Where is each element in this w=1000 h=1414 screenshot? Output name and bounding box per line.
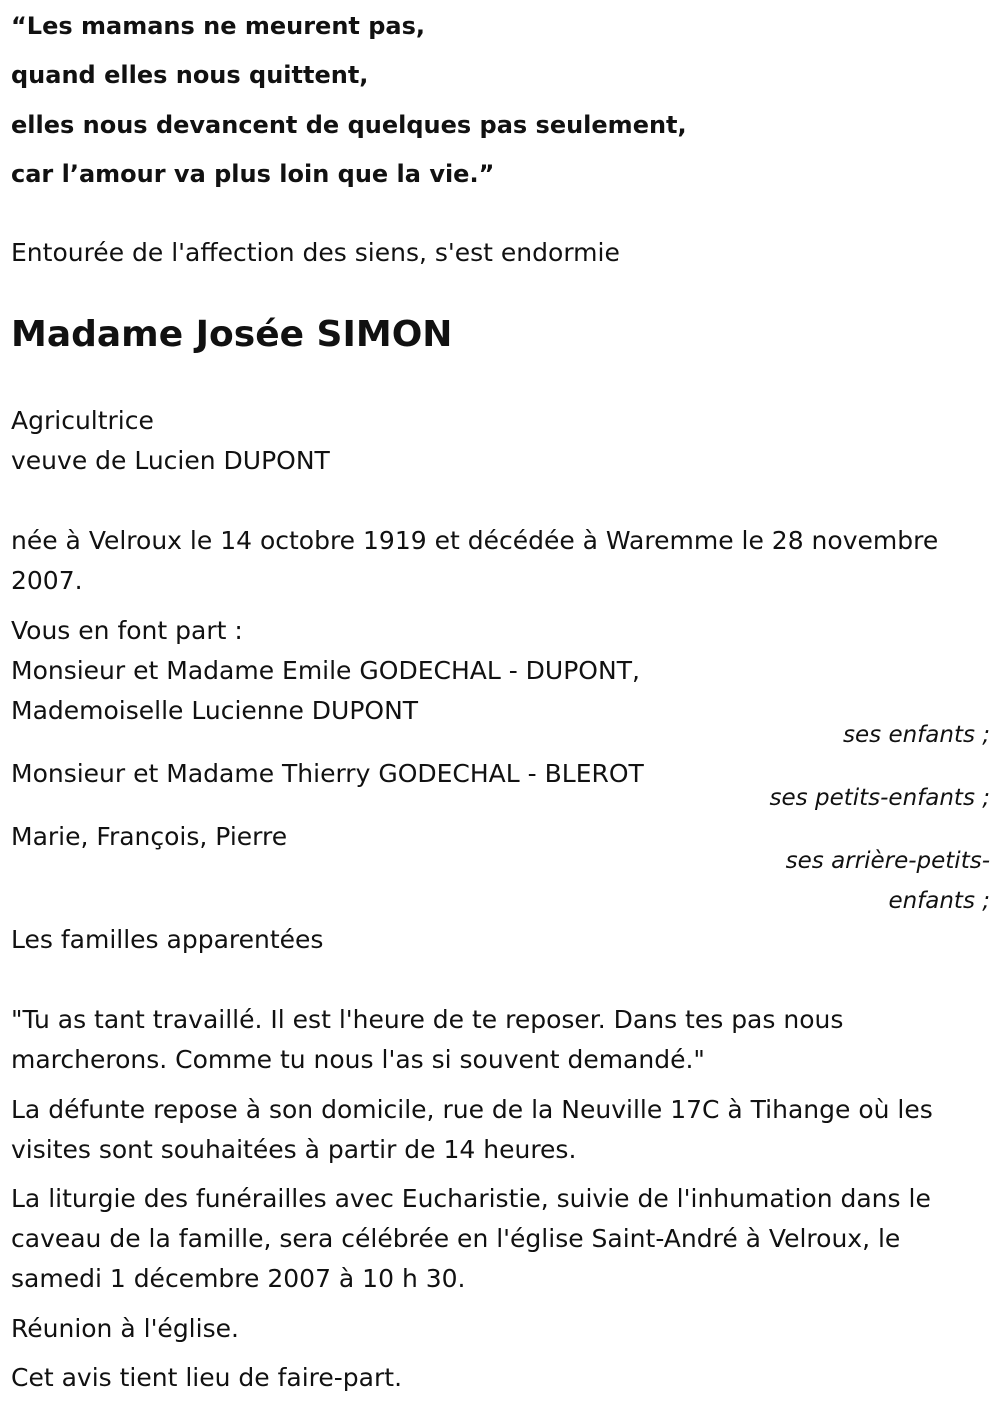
poem-line-2: quand elles nous quittent, bbox=[11, 61, 369, 89]
liturgy-line-2: caveau de la famille, sera célébrée en l'église Saint-André à Velroux, le bbox=[11, 1224, 901, 1253]
relation-grandchildren: ses petits-enfants ; bbox=[769, 785, 990, 811]
profession: Agricultrice bbox=[11, 406, 154, 435]
quote-line-1: "Tu as tant travaillé. Il est l'heure de te reposer. Dans tes pas nous bbox=[11, 1005, 844, 1034]
poem-line-4: car l’amour va plus loin que la vie.” bbox=[11, 160, 495, 188]
visits-line-2: visites sont souhaitées à partir de 14 heures. bbox=[11, 1135, 577, 1164]
relation-children: ses enfants ; bbox=[843, 722, 990, 748]
liturgy-line-3: samedi 1 décembre 2007 à 10 h 30. bbox=[11, 1264, 466, 1293]
family-name-line: Marie, François, Pierre bbox=[11, 822, 288, 851]
announcement-lead: Vous en font part : bbox=[11, 616, 243, 645]
deceased-name: Madame Josée SIMON bbox=[11, 314, 453, 355]
visits-line-1: La défunte repose à son domicile, rue de la Neuville 17C à Tihange où les bbox=[11, 1095, 933, 1124]
birth-death-line-2: 2007. bbox=[11, 566, 83, 595]
poem-line-1: “Les mamans ne meurent pas, bbox=[11, 12, 426, 40]
poem-line-3: elles nous devancent de quelques pas seulement, bbox=[11, 111, 687, 139]
meeting-text: Réunion à l'église. bbox=[11, 1314, 239, 1343]
quote-line-2: marcherons. Comme tu nous l'as si souvent demandé." bbox=[11, 1045, 705, 1074]
related-families: Les familles apparentées bbox=[11, 925, 324, 954]
relation-great-grandchildren-line-2: enfants ; bbox=[888, 888, 990, 914]
family-name-line: Mademoiselle Lucienne DUPONT bbox=[11, 696, 419, 725]
family-name-line: Monsieur et Madame Emile GODECHAL - DUPONT, bbox=[11, 656, 640, 685]
relation-great-grandchildren-line-1: ses arrière-petits- bbox=[785, 848, 990, 874]
spouse-line: veuve de Lucien DUPONT bbox=[11, 446, 330, 475]
birth-death-line-1: née à Velroux le 14 octobre 1919 et décédée à Waremme le 28 novembre bbox=[11, 526, 939, 555]
family-name-line: Monsieur et Madame Thierry GODECHAL - BLEROT bbox=[11, 759, 644, 788]
intro-text: Entourée de l'affection des siens, s'est endormie bbox=[11, 238, 620, 267]
liturgy-line-1: La liturgie des funérailles avec Eucharistie, suivie de l'inhumation dans le bbox=[11, 1184, 931, 1213]
closing-text: Cet avis tient lieu de faire-part. bbox=[11, 1363, 403, 1392]
